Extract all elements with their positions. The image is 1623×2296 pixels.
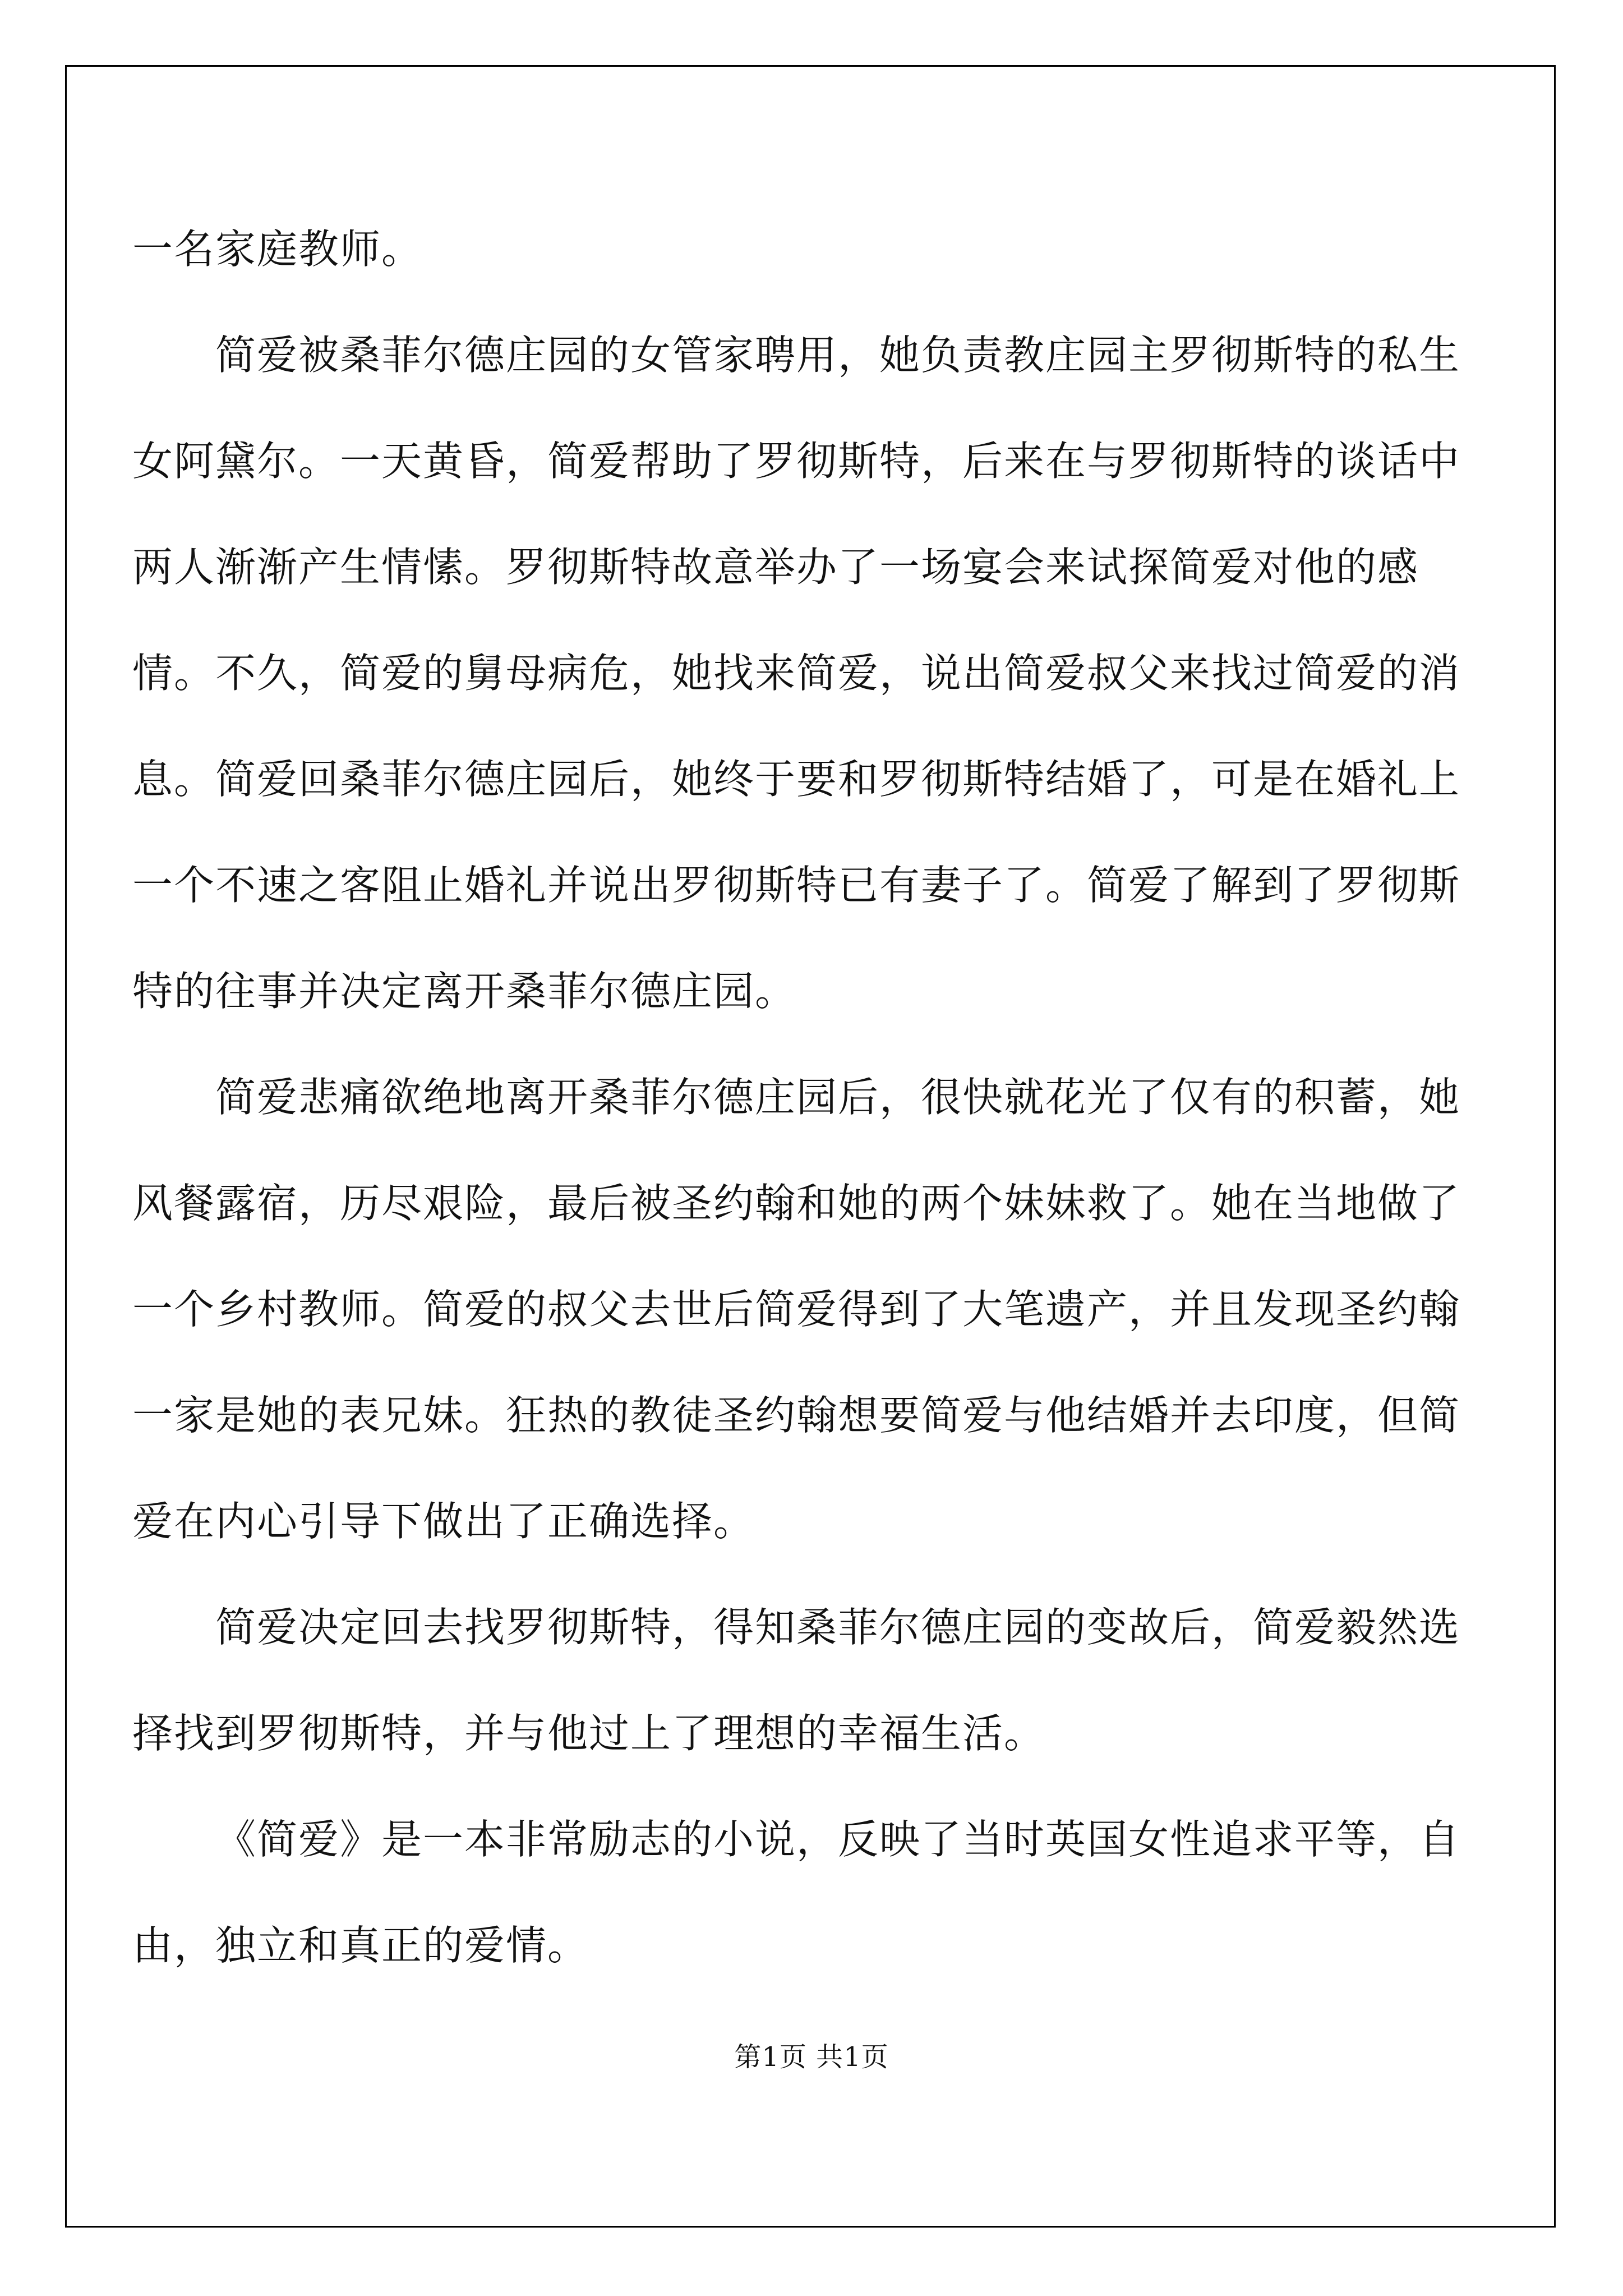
- paragraph-4: 简爱决定回去找罗彻斯特，得知桑菲尔德庄园的变故后，简爱毅然选择找到罗彻斯特，并与他过上了理想的幸福生活。: [132, 1604, 1461, 1757]
- paragraph-1: 一名家庭教师。: [132, 226, 423, 273]
- paragraph-2: 简爱被桑菲尔德庄园的女管家聘用，她负责教庄园主罗彻斯特的私生女阿黛尔。一天黄昏，简爱帮助了罗彻斯特，后来在与罗彻斯特的谈话中两人渐渐产生情愫。罗彻斯特故意举办了一场宴会来试探简爱对他的感情。不久，简爱的舅母病危，她找来简爱，说出简爱叔父来找过简爱的消息。简爱回桑菲尔德庄园后，她终于要和罗彻斯特结婚了，可是在婚礼上一个不速之客阻止婚礼并说出罗彻斯特已有妻子了。简爱了解到了罗彻斯特的往事并决定离开桑菲尔德庄园。: [132, 332, 1461, 1015]
- page-number-footer: 第1页 共1页: [734, 2041, 889, 2073]
- paragraph-3: 简爱悲痛欲绝地离开桑菲尔德庄园后，很快就花光了仅有的积蓄，她风餐露宿，历尽艰险，最后被圣约翰和她的两个妹妹救了。她在当地做了一个乡村教师。简爱的叔父去世后简爱得到了大笔遗产，并且发现圣约翰一家是她的表兄妹。狂热的教徒圣约翰想要简爱与他结婚并去印度，但简爱在内心引导下做出了正确选择。: [132, 1074, 1461, 1545]
- paragraph-5: 《简爱》是一本非常励志的小说，反映了当时英国女性追求平等，自由，独立和真正的爱情。: [132, 1816, 1461, 1969]
- document-body: [132, 0, 1490, 1999]
